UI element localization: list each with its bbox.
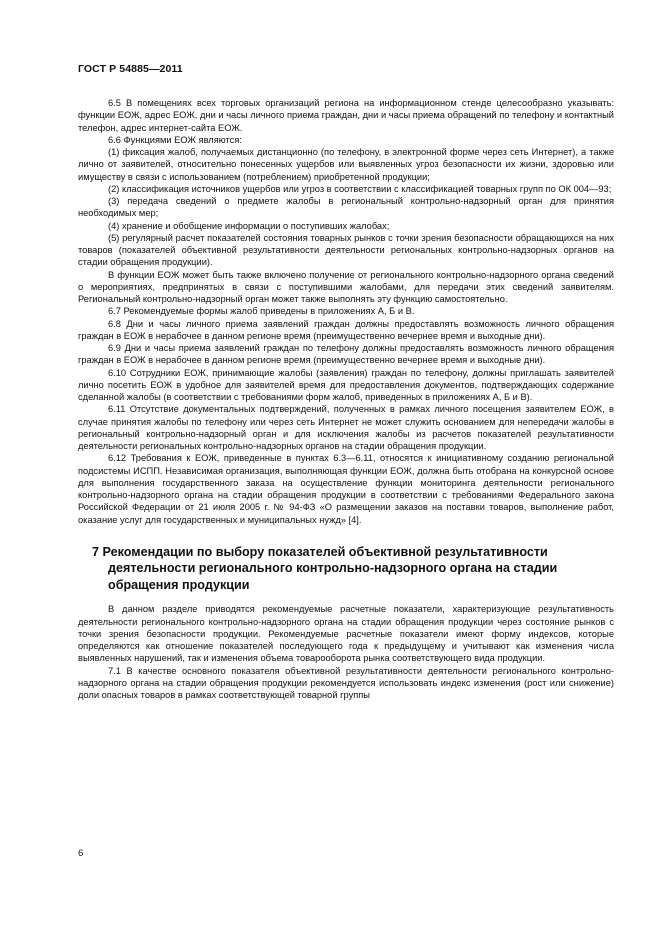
- list-item: (5) регулярный расчет показателей состояния товарных рынков с точки зрения безопасности обращающихся на них товаров (показателей объективной результативности деятельности региональных контрольно-надзорных органов на стадии обращения продукции).: [78, 232, 614, 268]
- paragraph: 6.5 В помещениях всех торговых организаций региона на информационном стенде целесообразно указывать: функции ЕОЖ, адрес ЕОЖ, дни и часы личного приема граждан, дни и часы приема обращений по телефону и контактный телефон, адрес интернет-сайта ЕОЖ.: [78, 98, 614, 133]
- list-item: (4) хранение и обобщение информации о поступивших жалобах;: [108, 220, 390, 231]
- paragraph: 6.7 Рекомендуемые формы жалоб приведены в приложениях А, Б и В.: [108, 306, 415, 317]
- paragraph: В данном разделе приводятся рекомендуемые расчетные показатели, характеризующие результативность деятельности регионального контрольно-надзорного органа на стадии обращения продукции через состояние рынков с точки зрения безопасности продукции. Рекомендуемые расчетные показатели имеют форму индексов, которые определяются как отношение показателей последующего года к предыдущему и учитывают как изменения числа выявленных нарушений, так и изменения объема товарооборота рынка соответствующего вида продукции.: [78, 604, 614, 664]
- document-body: [78, 97, 614, 701]
- section-title: 7 Рекомендации по выбору показателей объективной результативности деятельности регионального контрольно-надзорного органа на стадии обращения продукции: [92, 544, 558, 592]
- page-number: 6: [78, 848, 84, 859]
- paragraph: 6.12 Требования к ЕОЖ, приведенные в пунктах 6.3—6.11, относятся к инициативному созданию региональной подсистемы ИСПП. Независимая организация, выполняющая функции ЕОЖ, должна быть отобрана на конкурсной основе для выполнения государственного заказа на осуществление функции мониторинга деятельности регионального контрольно-надзорного органа на стадии обращения продукции в соответствии с требованиями Федерального закона Российской Федерации от 21 июля 2005 г. № 94-ФЗ «О размещении заказов на поставки товаров, выполнение работ, оказание услуг для государственных и муниципальных нужд» [4].: [78, 453, 614, 525]
- paragraph: 7.1 В качестве основного показателя объективной результативности деятельности регионального контрольно-надзорного органа на стадии обращения продукции рекомендуется использовать индекс изменения (рост или снижение) доли опасных товаров в рамках соответствующей товарной группы: [78, 665, 614, 700]
- paragraph: 6.10 Сотрудники ЕОЖ, принимающие жалобы (заявления) граждан по телефону, должны приглашать заявителей лично посетить ЕОЖ в удобное для заявителей время для предоставления документов, подтверждающих содержание сделанной жалобы (в соответствии с требованиями форм жалоб, приведенных в приложениях А, Б и В).: [78, 367, 614, 402]
- list-item: (2) классификация источников ущербов или угроз в соответствии с классификацией товарных групп по ОК 004—93;: [108, 183, 612, 194]
- list-item: (1) фиксация жалоб, получаемых дистанционно (по телефону, в электронной форме через сеть Интернет), а также лично от заявителей, относительно понесенных ущербов или выявленных угроз безопасности их жизни, здоровью или имуществу в связи с использованием (потреблением) приобретенной продукции;: [78, 147, 614, 182]
- paragraph: 6.11 Отсутствие документальных подтверждений, полученных в рамках личного посещения заявителем ЕОЖ, в случае принятия жалобы по телефону или через сеть Интернет не может служить основанием для непередачи жалобы в региональный контрольно-надзорный орган и для исключения жалобы из расчетов показателей результативности деятельности региональных контрольно-надзорных органов на стадии обращения продукции.: [78, 404, 614, 451]
- paragraph: 6.6 Функциями ЕОЖ являются:: [108, 134, 242, 145]
- paragraph: 6.9 Дни и часы приема заявлений граждан по телефону должны предоставлять возможность личного обращения граждан в ЕОЖ в нерабочее в данном регионе время (преимущественно вечернее время и выходные дни).: [78, 343, 614, 366]
- paragraph: 6.8 Дни и часы личного приема заявлений граждан должны предоставлять возможность личного обращения граждан в ЕОЖ в нерабочее в данном регионе время (преимущественно вечернее время и выходные дни).: [78, 318, 614, 341]
- document-header: ГОСТ Р 54885—2011: [78, 63, 183, 75]
- list-item: (3) передача сведений о предмете жалобы в региональный контрольно-надзорный орган для принятия необходимых мер;: [78, 196, 614, 219]
- paragraph: В функции ЕОЖ может быть также включено получение от регионального контрольно-надзорного органа сведений о мероприятиях, предпринятых в связи с поступившими жалобами, для передачи этих сведений заявителям. Региональный контрольно-надзорный орган может также выполнять эту функцию самостоятельно.: [78, 269, 614, 304]
